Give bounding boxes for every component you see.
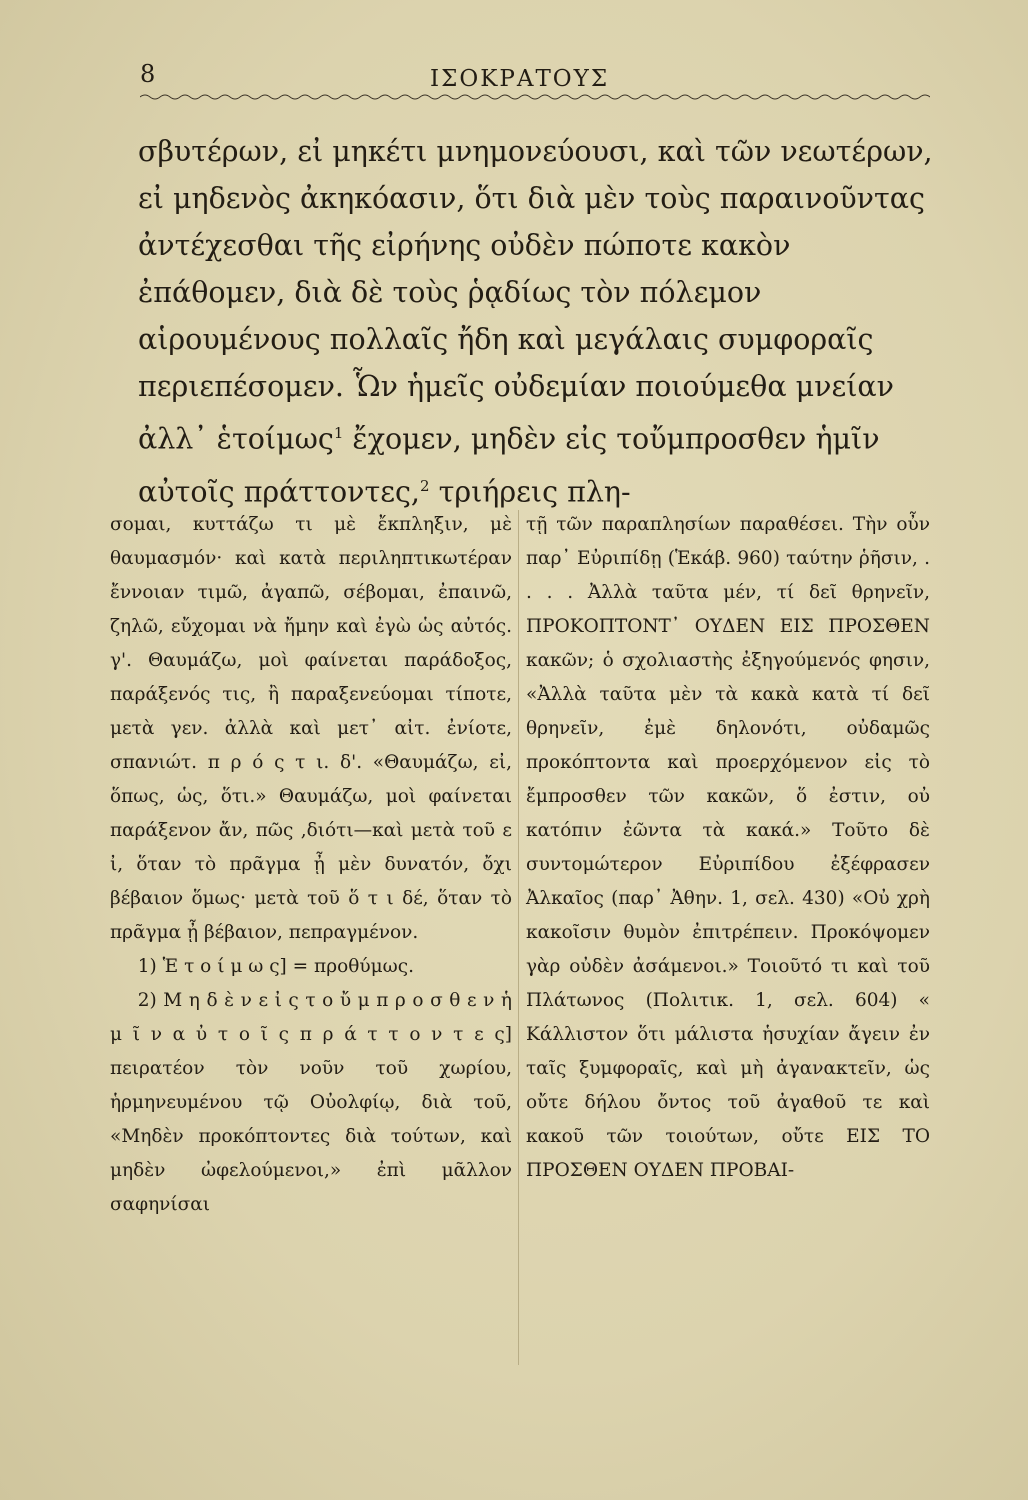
header-wavy-rule — [140, 93, 930, 101]
main-paragraph — [138, 128, 938, 515]
notes-left-column — [110, 508, 512, 1222]
footnote-2: 2) Μ η δ ὲ ν ε ἰ ς τ ο ὔ μ π ρ ο σ θ ε ν ἡ μ ῖ ν α ὐ τ ο ῖ ς π ρ ά τ τ ο ν τ ε ς] πειρατέον τὸν νοῦν τοῦ χωρίου, ἡρμηνευμένου τῷ Οὐολφίῳ, διὰ τοῦ, «Μηδὲν προκόπτοντες διὰ τούτων, καὶ μηδὲν ὠφελούμενοι,» ἐπὶ μᾶλλον σαφηνίσαι — [110, 990, 512, 1215]
note-continuation: σομαι, κυττάζω τι μὲ ἔκπληξιν, μὲ θαυμασμόν· καὶ κατὰ περιληπτικωτέραν ἔννοιαν τιμῶ, ἀγαπῶ, σέβομαι, ἐπαινῶ, ζηλῶ, εὔχομαι νὰ ἤμην καὶ ἐγὼ ὡς αὐτός. γ'. Θαυμάζω, μοὶ φαίνεται παράδοξος, παράξενός τις, ἢ παραξενεύομαι τίποτε, μετὰ γεν. ἀλλὰ καὶ μετ᾽ αἰτ. ἐνίοτε, σπανιώτ. π ρ ό ς τ ι. δ'. «Θαυμάζω, εἰ, ὅπως, ὡς, ὅτι.» Θαυμάζω, μοὶ φαίνεται παράξενον ἄν, πῶς ,διότι—καὶ μετὰ τοῦ ε ἰ, ὅταν τὸ πρᾶγμα ᾖ μὲν δυνατόν, ὄχι βέβαιον ὅμως· μετὰ τοῦ ὅ τ ι δέ, ὅταν τὸ πρᾶγμα ᾖ βέβαιον, πεπραγμένον. — [110, 514, 512, 943]
main-text-part-3: τριήρεις πλη- — [429, 475, 631, 508]
main-text-part-1: σβυτέρων, εἰ μηκέτι μνημονεύουσι, καὶ τῶν νεωτέρων, εἰ μηδενὸς ἀκηκόασιν, ὅτι διὰ μὲν τοὺς παραινοῦντας ἀντέχεσθαι τῆς εἰρήνης οὐδὲν πώποτε κακὸν ἐπάθομεν, διὰ δὲ τοὺς ῥᾳδίως τὸν πόλεμον αἱρουμένους πολλαῖς ἤδη καὶ μεγάλαις συμφοραῖς περιεπέσομεν. Ὧν ἡμεῖς οὐδεμίαν ποιούμεθα μνείαν ἀλλ᾽ ἑτοίμως — [138, 135, 933, 456]
column-divider — [518, 510, 519, 1365]
notes-right-column — [526, 508, 930, 1188]
page-number: 8 — [140, 60, 156, 88]
footnote-1: 1) Ἑ τ ο ί μ ω ς] = προθύμως. — [137, 956, 414, 977]
page-header — [140, 60, 930, 100]
footnote-marker-2: 2 — [420, 476, 430, 495]
footnote-marker-1: 1 — [333, 424, 344, 442]
running-title: ΙΣΟΚΡΑΤΟΥΣ — [430, 66, 610, 92]
main-text-block — [138, 128, 938, 515]
note-right-text: τῇ τῶν παραπλησίων παραθέσει. Τὴν οὖν παρ᾽ Εὐριπίδῃ (Ἑκάβ. 960) ταύτην ῥῆσιν, . . . . Ἀλλὰ ταῦτα μέν, τί δεῖ θρηνεῖν, ΠΡΟΚΟΠΤΟΝΤ᾽ ΟΥΔΕΝ ΕΙΣ ΠΡΟΣΘΕΝ κακῶν; ὁ σχολιαστὴς ἐξηγούμενός φησιν, «Ἀλλὰ ταῦτα μὲν τὰ κακὰ κατὰ τί δεῖ θρηνεῖν, ἐμὲ δηλονότι, οὐδαμῶς προκόπτοντα καὶ προερχόμενον εἰς τὸ ἔμπροσθεν τῶν κακῶν, ὅ ἐστιν, οὐ κατόπιν ἐῶντα τὰ κακά.» Τοῦτο δὲ συντομώτερον Εὐριπίδου ἐξέφρασεν Ἀλκαῖος (παρ᾽ Ἀθην. 1, σελ. 430) «Οὐ χρὴ κακοῖσιν θυμὸν ἐπιτρέπειν. Προκόψομεν γὰρ οὐδὲν ἀσάμενοι.» Τοιοῦτό τι καὶ τοῦ Πλάτωνος (Πολιτικ. 1, σελ. 604) « Κάλλιστον ὅτι μάλιστα ἡσυχίαν ἄγειν ἐν ταῖς ξυμφοραῖς, καὶ μὴ ἀγανακτεῖν, ὡς οὔτε δήλου ὄντος τοῦ ἀγαθοῦ τε καὶ κακοῦ τῶν τοιούτων, οὔτε ΕΙΣ ΤΟ ΠΡΟΣΘΕΝ ΟΥΔΕΝ ΠΡΟΒΑΙ- — [526, 514, 930, 1181]
main-text-part-2: ἔχομεν, μηδὲν εἰς τοὔμπροσθεν ἡμῖν αὐτοῖς πράττοντες, — [138, 422, 880, 508]
